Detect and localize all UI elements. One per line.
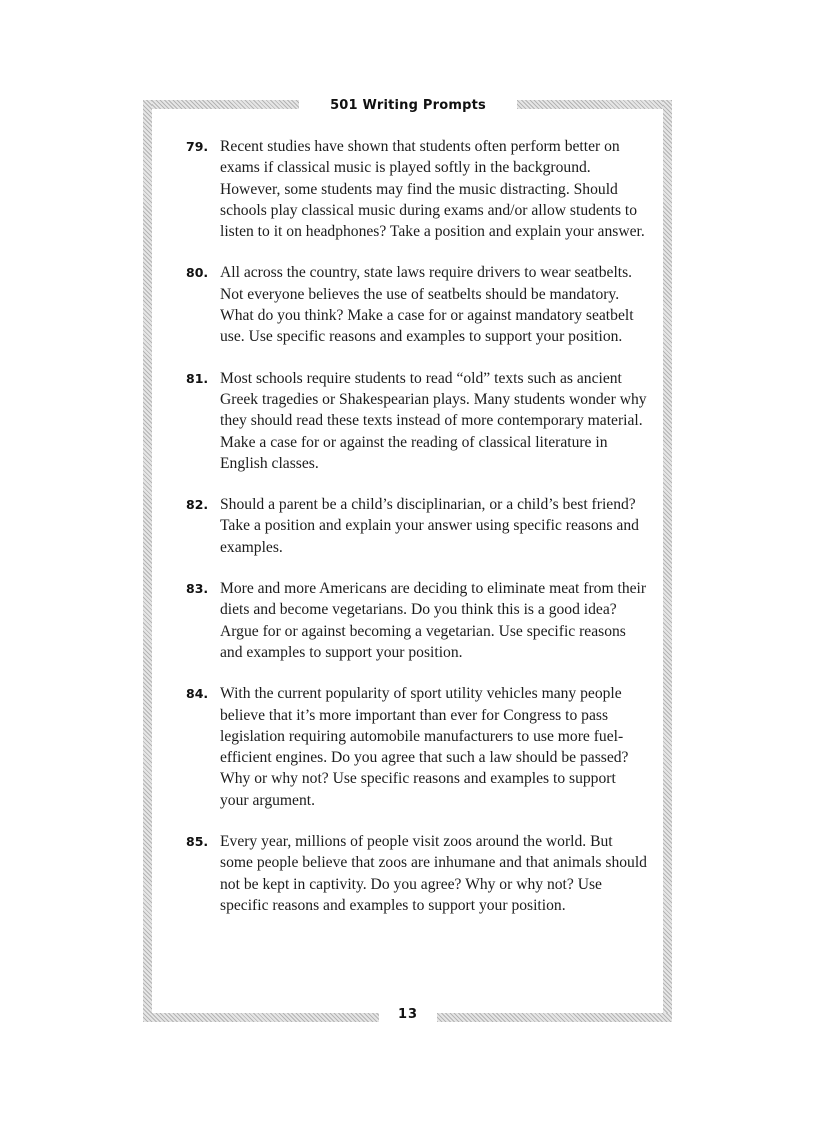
prompt-item	[186, 683, 648, 811]
prompt-text: More and more Americans are deciding to eliminate meat from their diets and become vegetarians. Do you think this is a good idea? Argue for or against becoming a vegetarian. Use specific reasons and examples to support your position.	[220, 580, 647, 661]
prompt-list	[186, 136, 648, 936]
prompt-text: With the current popularity of sport utility vehicles many people believe that it’s more important than ever for Congress to pass legislation requiring automobile manufacturers to use more fuel-efficient engines. Do you agree that such a law should be passed? Why or why not? Use specific reasons and examples to support your argument.	[220, 685, 629, 809]
frame-top-left-border	[143, 100, 299, 109]
frame-bottom-left-border	[143, 1013, 379, 1022]
prompt-item	[186, 136, 648, 242]
prompt-item	[186, 578, 648, 663]
prompt-text: All across the country, state laws require drivers to wear seatbelts. Not everyone believes the use of seatbelts should be mandatory. What do you think? Make a case for or against mandatory seatbelt use. Use specific reasons and examples to support your position.	[220, 264, 634, 346]
prompt-number: 82.	[186, 497, 209, 513]
prompt-number: 80.	[186, 265, 209, 281]
frame-right-border	[663, 100, 672, 1022]
prompt-number: 81.	[186, 370, 209, 386]
prompt-text: Recent studies have shown that students often perform better on exams if classical music is played softly in the background. However, some students may find the music distracting. Should schools play classical music during exams and/or allow students to listen to it on headphones? Take a position and explain your answer.	[220, 138, 645, 241]
prompt-number: 84.	[186, 686, 209, 702]
prompt-item	[186, 368, 648, 474]
frame-left-border	[143, 100, 152, 1022]
prompt-item	[186, 494, 648, 558]
prompt-item	[186, 831, 648, 916]
prompt-text: Should a parent be a child’s disciplinarian, or a child’s best friend? Take a position and explain your answer using specific reasons and examples.	[220, 496, 639, 556]
frame-top-right-border	[517, 100, 672, 109]
prompt-text: Every year, millions of people visit zoos around the world. But some people believe that zoos are inhumane and that animals should not be kept in captivity. Do you agree? Why or why not? Use specific reasons and examples to support your position.	[220, 833, 647, 914]
page-number: 13	[397, 1007, 419, 1022]
frame-bottom-right-border	[437, 1013, 672, 1022]
prompt-item	[186, 262, 648, 347]
prompt-number: 83.	[186, 581, 209, 597]
running-head: 501 Writing Prompts	[330, 98, 486, 113]
prompt-number: 85.	[186, 834, 209, 850]
prompt-text: Most schools require students to read “old” texts such as ancient Greek tragedies or Shakespearian plays. Many students wonder why they should read these texts instead of more contemporary material. Make a case for or against the reading of classical literature in English classes.	[220, 369, 647, 472]
prompt-number: 79.	[186, 139, 209, 154]
